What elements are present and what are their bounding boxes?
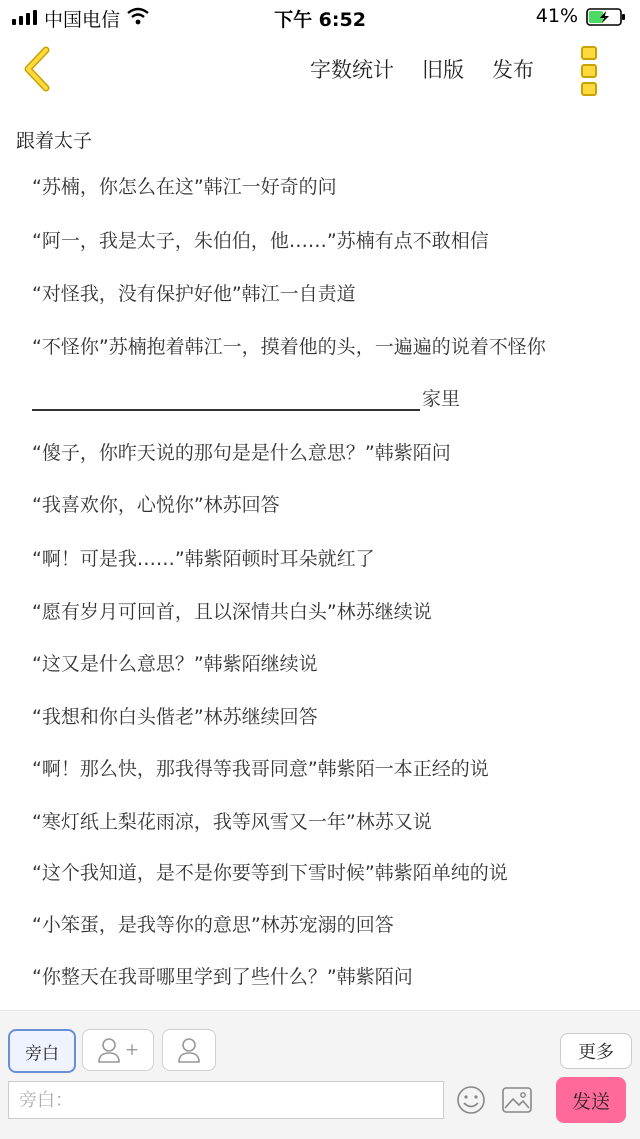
image-icon[interactable]	[502, 1087, 532, 1113]
add-role-button[interactable]	[82, 1029, 154, 1071]
narration-input[interactable]	[8, 1081, 444, 1119]
word-count-button[interactable]: 字数统计	[310, 58, 394, 82]
story-line: “啊！可是我……”韩紫陌顿时耳朵就红了	[32, 548, 375, 570]
battery-charging-icon	[586, 8, 626, 26]
story-line: “我想和你白头偕老”林苏继续回答	[32, 706, 318, 728]
more-menu-icon[interactable]	[578, 46, 600, 94]
story-line: “这个我知道，是不是你要等到下雪时候”韩紫陌单纯的说	[32, 862, 508, 884]
story-line: “对怪我，没有保护好他”韩江一自责道	[32, 283, 356, 305]
narration-role-button[interactable]	[8, 1029, 76, 1073]
scene-divider	[32, 384, 460, 411]
story-line: “苏楠，你怎么在这”韩江一好奇的问	[32, 176, 337, 198]
divider-rule	[32, 389, 420, 411]
story-line: “这又是什么意思？”韩紫陌继续说	[32, 653, 318, 675]
status-bar	[0, 0, 640, 34]
plus-label: +	[124, 1040, 140, 1060]
narration-label: 旁白	[25, 1043, 59, 1064]
scene-label: 家里	[422, 388, 461, 410]
send-button[interactable]: 发送	[556, 1077, 626, 1123]
story-line: “寒灯纸上梨花雨凉，我等风雪又一年”林苏又说	[32, 811, 432, 833]
publish-button[interactable]: 发布	[492, 58, 534, 82]
story-content[interactable]	[0, 162, 640, 1002]
story-line: “你整天在我哥哪里学到了些什么？”韩紫陌问	[32, 966, 413, 988]
person-icon	[97, 1037, 121, 1063]
story-line: “啊！那么快，那我得等我哥同意”韩紫陌一本正经的说	[32, 758, 489, 780]
back-icon[interactable]	[18, 46, 58, 92]
story-line: “傻子，你昨天说的那句是是什么意思？”韩紫陌问	[32, 442, 451, 464]
story-line: “小笨蛋，是我等你的意思”林苏宠溺的回答	[32, 914, 394, 936]
old-version-button[interactable]: 旧版	[422, 58, 464, 82]
document-title: 跟着太子	[16, 130, 93, 152]
status-time: 下午 6:52	[274, 9, 366, 31]
emoji-icon[interactable]	[456, 1085, 486, 1115]
story-line: “阿一，我是太子，朱伯伯，他……”苏楠有点不敢相信	[32, 230, 489, 252]
person-icon	[177, 1037, 201, 1063]
battery-percent: 41%	[535, 5, 578, 27]
story-line: “愿有岁月可回首，且以深情共白头”林苏继续说	[32, 601, 432, 623]
role-button[interactable]	[162, 1029, 216, 1071]
story-line: “不怪你”苏楠抱着韩江一，摸着他的头，一遍遍的说着不怪你	[32, 336, 546, 358]
bottom-toolbar	[0, 1010, 640, 1139]
carrier-label: 中国电信	[44, 9, 121, 31]
nav-bar	[0, 34, 640, 104]
story-line: “我喜欢你，心悦你”林苏回答	[32, 494, 280, 516]
more-button[interactable]: 更多	[560, 1033, 632, 1069]
